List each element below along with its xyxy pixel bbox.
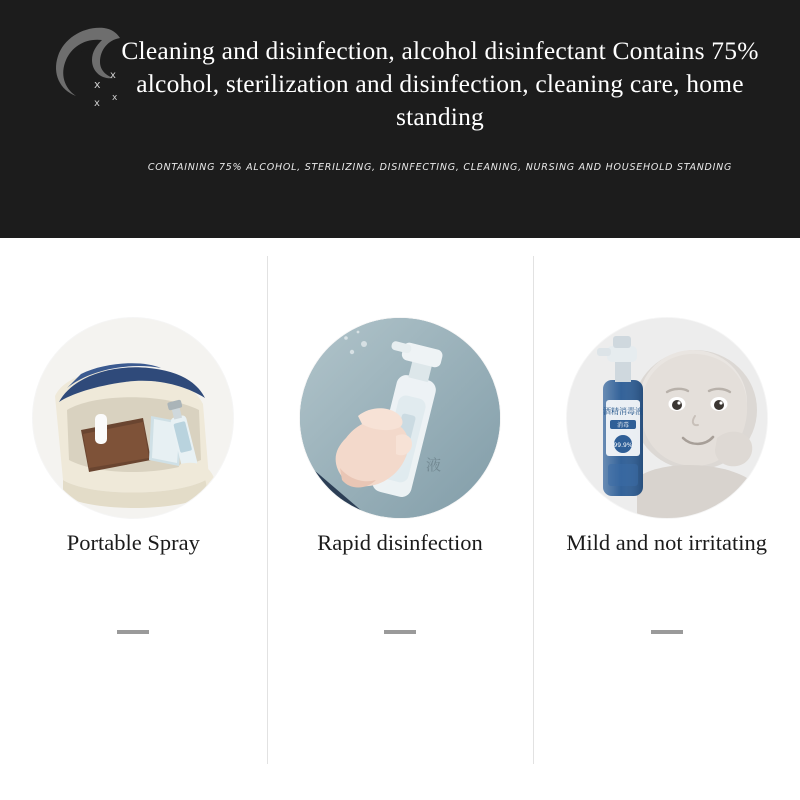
feature-image-wrap [33, 318, 233, 518]
baby-with-bottle-photo [567, 318, 767, 518]
feature-column-rapid-disinfection [267, 238, 534, 800]
feature-column-portable-spray [0, 238, 267, 800]
svg-text:x: x [112, 93, 118, 103]
banner-headline: Cleaning and disinfection, alcohol disinfectant Contains 75% alcohol, sterilization and disinfection, cleaning care, home standing [121, 36, 759, 131]
banner-header [0, 0, 800, 238]
svg-text:酒精消毒液: 酒精消毒液 [602, 407, 643, 416]
svg-text:x: x [110, 70, 116, 81]
feature-columns [0, 238, 800, 800]
hand-spraying-bottle-photo [300, 318, 500, 518]
feature-divider-rule [384, 630, 416, 634]
feature-caption: Mild and not irritating [566, 530, 767, 555]
feature-image-wrap [300, 318, 500, 518]
brand-logo-icon [34, 20, 126, 112]
feature-caption: Rapid disinfection [317, 530, 483, 555]
bag-with-spray-bottle-photo [33, 318, 233, 518]
svg-text:消毒: 消毒 [616, 422, 629, 429]
feature-divider-rule [651, 630, 683, 634]
svg-text:液: 液 [426, 456, 442, 474]
svg-text:x: x [94, 78, 101, 91]
banner-subline: CONTAINING 75% ALCOHOL, STERILIZING, DISINFECTING, CLEANING, NURSING AND HOUSEHOLD STANDING [147, 162, 733, 173]
feature-column-mild-not-irritating [533, 238, 800, 800]
svg-text:99.9%: 99.9% [613, 442, 633, 449]
svg-text:x: x [94, 98, 100, 109]
feature-caption: Portable Spray [66, 530, 200, 555]
feature-divider-rule [117, 630, 149, 634]
feature-image-wrap [567, 318, 767, 518]
